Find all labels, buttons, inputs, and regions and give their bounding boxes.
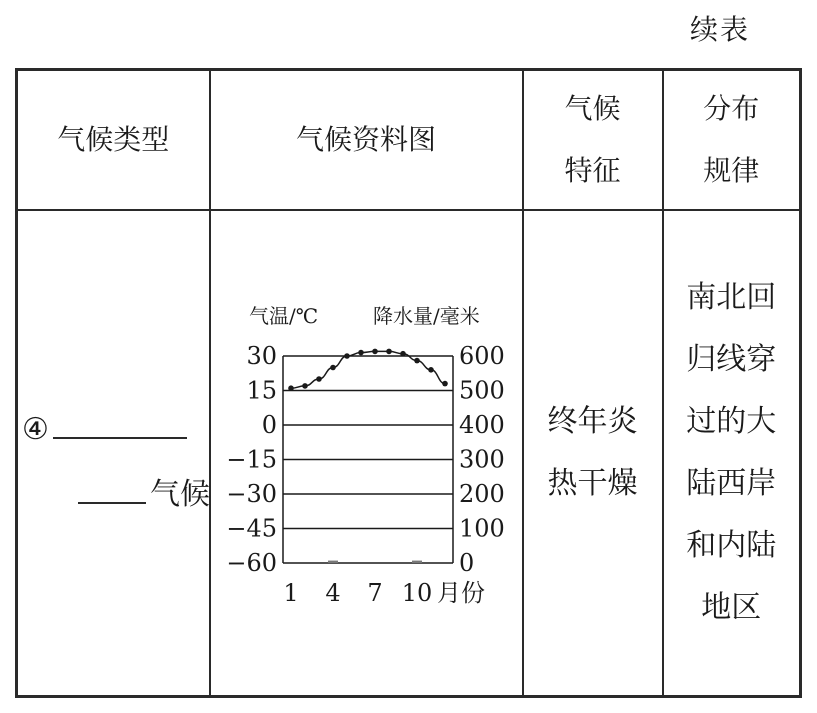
climate-feature-cell (523, 210, 663, 697)
month-unit-label: 月份 (436, 578, 485, 607)
precipitation-tick-label: 300 (458, 445, 505, 473)
month-tick-label: 7 (366, 578, 383, 607)
temperature-point (372, 348, 378, 354)
temperature-point (386, 348, 392, 354)
precipitation-tick-label: 200 (458, 479, 505, 508)
temperature-tick-label: 0 (261, 410, 277, 439)
header-distribution (663, 70, 801, 210)
distribution-line-5: 和内陆 (686, 527, 777, 563)
temperature-point (316, 376, 322, 382)
climate-chart-cell (210, 210, 523, 697)
climate-chart (211, 211, 524, 698)
distribution-line-2: 归线穿 (686, 341, 777, 377)
month-tick-label: 1 (282, 578, 299, 607)
distribution-line-3: 过的大 (686, 403, 777, 439)
precipitation-tick-label: 100 (458, 514, 505, 542)
header-climate-type: 气候类型 (17, 70, 210, 210)
distribution-line-4: 陆西岸 (686, 465, 777, 501)
distribution-cell (663, 210, 801, 697)
temperature-point (330, 364, 336, 370)
header-climate-feature (523, 70, 663, 210)
header-distribution-line1: 分布 (703, 91, 760, 125)
climate-suffix: 气候 (150, 476, 210, 512)
climate-type-cell (17, 210, 210, 697)
temperature-tick-label: −30 (225, 479, 277, 508)
temperature-point (302, 383, 308, 389)
distribution-line-6: 地区 (701, 589, 762, 625)
feature-line-2: 热干燥 (547, 465, 638, 501)
month-tick-label: 10 (401, 578, 432, 607)
answer-blank-2[interactable] (78, 474, 146, 504)
temperature-point (344, 353, 350, 359)
precipitation-tick-label: 0 (458, 548, 474, 577)
header-climate-chart: 气候资料图 (210, 70, 523, 210)
header-row (17, 70, 801, 210)
header-feature-line2: 特征 (564, 153, 621, 187)
temperature-point (288, 385, 294, 391)
precipitation-bar (328, 560, 338, 562)
temperature-point (400, 350, 406, 356)
header-distribution-line2: 规律 (703, 153, 760, 187)
header-feature-line1: 气候 (564, 91, 621, 125)
climate-table (15, 68, 802, 698)
feature-line-1: 终年炎 (547, 403, 638, 439)
temperature-point (442, 380, 448, 386)
temperature-tick-label: 30 (245, 341, 277, 370)
data-row (17, 210, 801, 697)
answer-blank-1[interactable] (53, 409, 187, 439)
table-caption: 续表 (690, 13, 751, 46)
item-number: ④ (22, 411, 49, 447)
distribution-line-1: 南北回 (686, 279, 777, 315)
temperature-point (428, 367, 434, 373)
temperature-axis-label: 气温/℃ (248, 303, 318, 328)
precipitation-tick-label: 500 (458, 376, 505, 404)
precipitation-tick-label: 600 (458, 341, 505, 370)
temperature-tick-label: −45 (225, 514, 277, 542)
month-tick-label: 4 (324, 578, 341, 607)
temperature-tick-label: −15 (225, 445, 277, 473)
temperature-tick-label: 15 (245, 376, 277, 404)
precipitation-bar (412, 560, 422, 562)
temperature-tick-label: −60 (225, 548, 277, 577)
precipitation-tick-label: 400 (458, 410, 505, 439)
temperature-point (358, 349, 364, 355)
temperature-line (291, 351, 445, 388)
temperature-point (414, 357, 420, 363)
precipitation-axis-label: 降水量/毫米 (372, 303, 480, 328)
